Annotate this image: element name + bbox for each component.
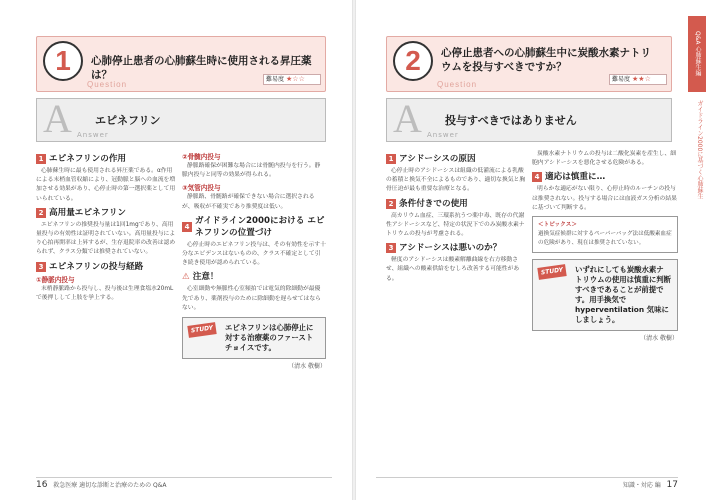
paragraph: 明らかな適応がない限り、心停止時のルーチンの投与は推奨されない。投与する場合には血液ガス分析の結果に基づいて判断する。 bbox=[532, 186, 677, 211]
author-signature: （清水 敬樹） bbox=[640, 335, 678, 343]
answer-word: Answer bbox=[427, 131, 459, 139]
footer-rule bbox=[376, 477, 678, 478]
paragraph: 静脈路、骨髄路が確保できない場合に選択されるが、吸収が不確実であり推奨度は低い。 bbox=[182, 194, 315, 210]
study-text: いずれにしても炭酸水素ナトリウムの使用は慎重に判断すべきであることが前提です。用手換気で hyperventilation 気味にしましょう。 bbox=[575, 265, 672, 325]
paragraph: 静脈路確保が困難な場合には骨髄内投与を行う。静脈内投与と同等の効果が得られる。 bbox=[182, 163, 321, 179]
difficulty-badge bbox=[263, 74, 321, 85]
paragraph: 炭酸水素ナトリウムの投与は二酸化炭素を産生し、細胞内アシドーシスを悪化させる危険がある。 bbox=[532, 151, 677, 167]
question-number: 1 bbox=[43, 41, 83, 81]
page-number: 17 bbox=[666, 480, 678, 490]
section-heading bbox=[386, 198, 526, 210]
footer-title: 救急医療 適切な診断と治療のための Q&A bbox=[53, 482, 167, 489]
paragraph: 軽度のアシドーシスは酸素解離曲線を右方移動させ、組織への酸素供給をむしろ改善する可能性がある。 bbox=[386, 257, 520, 282]
paragraph: 心停止時のアシドーシスは組織の低灌流による乳酸の蓄積と換気不全によるものであり、適切な換気と胸骨圧迫が最も重要な治療となる。 bbox=[386, 168, 526, 193]
section-heading bbox=[386, 153, 526, 165]
section-title: ガイドライン2000における エピネフリンの位置づけ bbox=[195, 215, 325, 238]
subheading: ②骨髄内投与 bbox=[182, 153, 221, 161]
left-footer bbox=[36, 480, 167, 490]
answer-letter: A bbox=[43, 96, 72, 141]
section-title: アシドーシスの原因 bbox=[399, 154, 476, 164]
study-tag: STUDY bbox=[537, 264, 567, 280]
question-word: Question bbox=[437, 80, 478, 89]
answer-text: 投与すべきではありません bbox=[445, 114, 577, 127]
answer-text: エピネフリン bbox=[95, 114, 161, 127]
footer-title: 知識・対応 編 bbox=[622, 482, 661, 489]
section-number: 1 bbox=[386, 154, 396, 164]
question-text: 心肺停止患者の心肺蘇生時に使用される昇圧薬は？ bbox=[91, 55, 312, 81]
section-number: 2 bbox=[386, 199, 396, 209]
subheading: ①静脈内投与 bbox=[36, 275, 75, 284]
section-title: エピネフリンの投与経路 bbox=[49, 261, 144, 272]
note-title: 注意！ bbox=[192, 272, 219, 283]
study-box bbox=[182, 317, 326, 359]
section-number: 1 bbox=[36, 154, 46, 164]
topics-label: ＜トピックス＞ bbox=[538, 222, 577, 229]
section-heading bbox=[532, 171, 678, 183]
question-word: Question bbox=[87, 80, 128, 89]
study-tag: STUDY bbox=[187, 322, 217, 338]
section-number: 4 bbox=[182, 222, 192, 232]
question-number: 2 bbox=[393, 41, 433, 81]
paragraph: 高カリウム血症、三環系抗うつ薬中毒、既存の代謝性アシドーシスなど、特定の状況下でのみ炭酸水素ナトリウムの投与が考慮される。 bbox=[386, 212, 525, 238]
section-title: エピネフリンの作用 bbox=[49, 154, 127, 164]
left-column-1 bbox=[36, 150, 176, 306]
paragraph: 心肺蘇生時に最も使用される昇圧薬である。α作用による末梢血管収縮により、冠動脈と脳への血流を増加させる効果があり、心停止時の第一選択薬として用いられている。 bbox=[36, 168, 176, 202]
section-title: 条件付きでの使用 bbox=[399, 198, 468, 209]
page-number: 16 bbox=[36, 480, 48, 490]
author-signature: （清水 敬樹） bbox=[288, 363, 326, 371]
difficulty-badge bbox=[609, 74, 667, 85]
question-box bbox=[36, 36, 326, 92]
section-title: 適応は慎重に… bbox=[545, 172, 606, 183]
difficulty-stars: ★★☆ bbox=[632, 75, 651, 83]
difficulty-label: 難易度 bbox=[266, 76, 285, 83]
section-title: 高用量エピネフリン bbox=[49, 207, 127, 218]
note-heading bbox=[182, 271, 326, 283]
question-text: 心停止患者への心肺蘇生中に炭酸水素ナトリウムを投与すべきですか？ bbox=[441, 47, 651, 73]
footer-rule bbox=[36, 477, 332, 478]
chapter-side-text: ガイドライン2000に基づく心肺蘇生 bbox=[696, 100, 703, 200]
subheading: ③気管内投与 bbox=[182, 184, 221, 193]
chapter-tab: Q&A 心肺蘇生編 bbox=[688, 16, 706, 92]
paragraph: 末梢静脈路から投与し、投与後は生理食塩水20mLで後押しして上肢を挙上する。 bbox=[36, 285, 174, 301]
section-heading bbox=[36, 153, 176, 165]
section-heading bbox=[182, 215, 326, 239]
left-column-2 bbox=[182, 150, 326, 371]
answer-letter: A bbox=[393, 96, 422, 141]
paragraph: 心停止時のエピネフリン投与は、その有効性を示す十分なエビデンスはないものの、クラス不確定として引き続き使用が認められている。 bbox=[182, 241, 326, 267]
difficulty-stars: ★☆☆ bbox=[286, 75, 305, 83]
left-page bbox=[0, 0, 352, 500]
paragraph: 心室細動や無脈性心室頻拍では電気的除細動が最優先であり、薬剤投与のために除細動を遅らせてはならない。 bbox=[182, 286, 321, 311]
answer-word: Answer bbox=[77, 131, 109, 139]
right-column-1 bbox=[386, 150, 526, 287]
section-number: 3 bbox=[386, 243, 396, 253]
paragraph: エピネフリンの推奨投与量は1回1mgであり、高用量投与の有効性は証明されていない。高用量投与により心拍再開率は上昇するが、生存退院率の改善は認められず、クラス分類では推奨されていない。 bbox=[36, 221, 176, 256]
difficulty-label: 難易度 bbox=[612, 76, 631, 83]
topics-box bbox=[532, 216, 678, 253]
section-heading bbox=[36, 207, 176, 219]
study-box bbox=[532, 259, 678, 331]
section-heading bbox=[386, 242, 526, 254]
section-title: アシドーシスは悪いのか？ bbox=[399, 243, 502, 254]
section-number: 3 bbox=[36, 262, 46, 272]
answer-box bbox=[386, 98, 672, 142]
warning-icon: ⚠ bbox=[182, 272, 190, 283]
section-number: 4 bbox=[532, 172, 542, 182]
right-column-2 bbox=[532, 150, 678, 343]
section-heading bbox=[36, 261, 176, 273]
study-text: エピネフリンは心肺停止に対する治療薬のファーストチョイスです。 bbox=[225, 323, 314, 353]
right-footer bbox=[623, 480, 678, 490]
question-box bbox=[386, 36, 672, 92]
right-page bbox=[356, 0, 708, 500]
topics-text: 過換気症候群に対するペーパーバッグ法は低酸素血症の危険があり、現在は推奨されていない。 bbox=[538, 231, 672, 247]
section-number: 2 bbox=[36, 208, 46, 218]
answer-box bbox=[36, 98, 326, 142]
